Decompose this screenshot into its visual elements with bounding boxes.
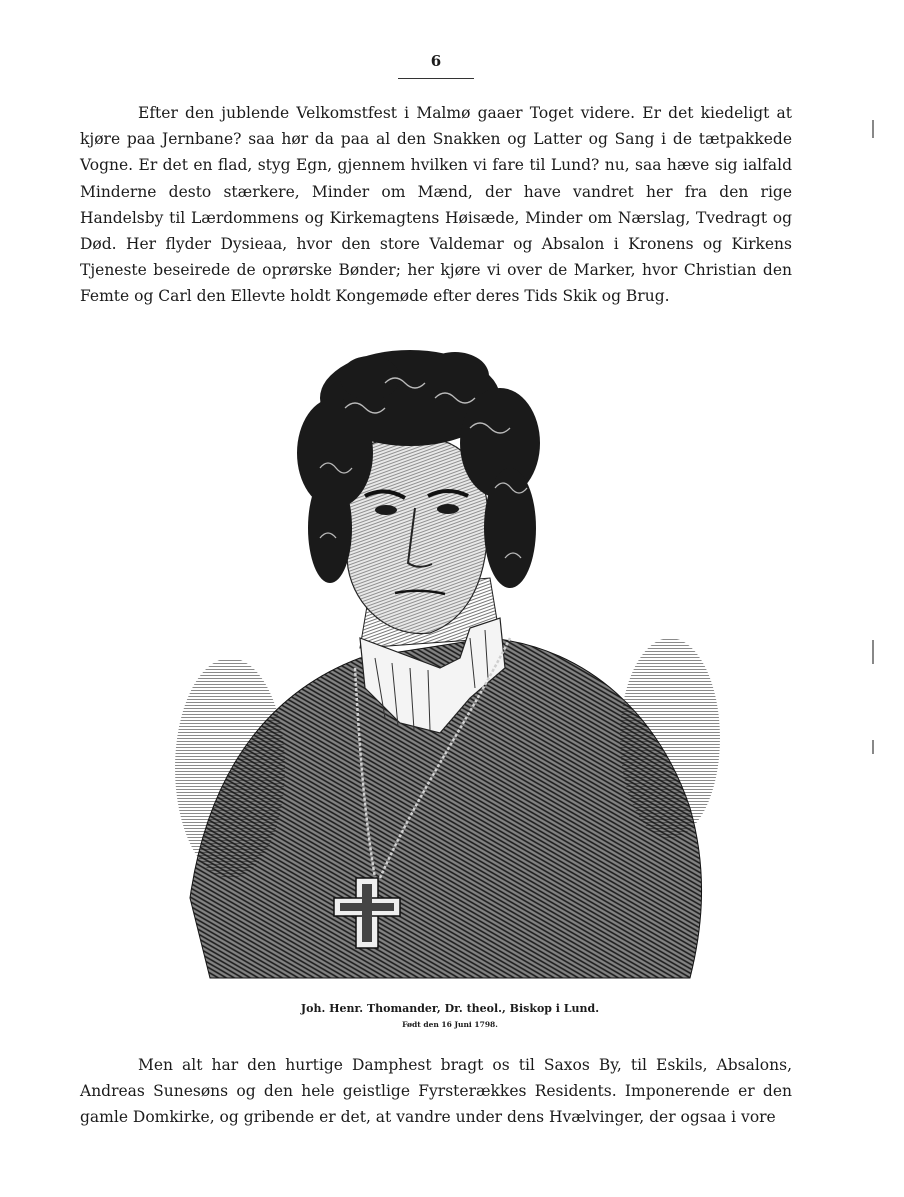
page-number-rule xyxy=(398,78,474,79)
page-edge-mark xyxy=(872,740,874,754)
paragraph-text: Men alt har den hurtige Damphest bragt os til Saxos By, til Eskils, Absalons, Andreas Sunesøns og den hele geistlige Fyrsterækkes Residents. Imponerende er den gamle Domkirke, og gribende er det, at vandre under dens Hvælvinger, der ogsaa i vore xyxy=(80,1056,792,1127)
portrait-caption: Joh. Henr. Thomander, Dr. theol., Biskop i Lund. xyxy=(300,1002,600,1015)
paragraph-continued xyxy=(80,1052,792,1131)
paragraph-intro xyxy=(80,100,792,310)
portrait-subcaption: Født den 16 Juni 1798. xyxy=(402,1020,498,1029)
page-edge-mark xyxy=(872,640,874,664)
paragraph-text: Efter den jublende Velkomstfest i Malmø gaaer Toget videre. Er det kiedeligt at kjøre paa Jernbane? saa hør da paa al den Snakken og Latter og Sang i de tætpakkede Vogne. Er det en flad, styg Egn, gjennem hvilken vi fare til Lund? nu, saa hæve sig ialfald Minderne desto stærkere, Minder om Mænd, der have vandret her fra den rige Handelsby til Lærdommens og Kirkemagtens Høisæde, Minder om Nærslag, Tvedragt og Død. Her flyder Dysieaa, hvor den store Valdemar og Absalon i Kronens og Kirkens Tjeneste beseirede de oprørske Bønder; her kjøre vi over de Marker, hvor Christian den Femte og Carl den Ellevte holdt Kongemøde efter deres Tids Skik og Brug. xyxy=(80,104,792,306)
page-edge-mark xyxy=(872,120,874,138)
portrait-engraving xyxy=(170,338,730,990)
page-number: 6 xyxy=(430,52,442,70)
